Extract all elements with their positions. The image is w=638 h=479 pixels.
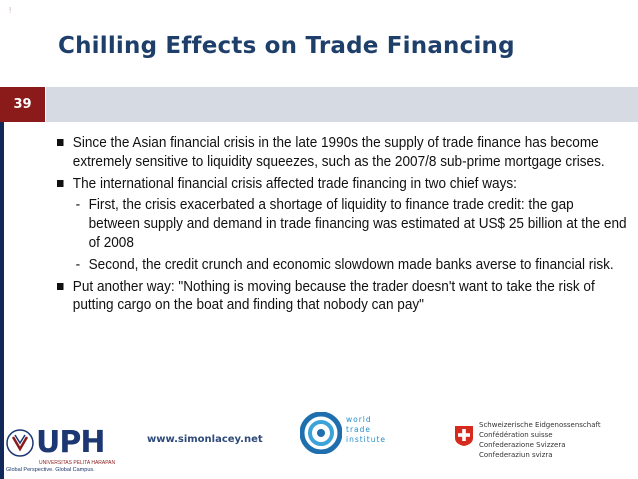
dash-marker: - xyxy=(75,197,81,214)
uph-subtitle: UNIVERSITAS PELITA HARAPAN xyxy=(39,460,116,466)
sub-bullet-item xyxy=(57,256,628,275)
square-bullet-icon xyxy=(57,180,64,187)
dash-marker: - xyxy=(75,256,81,273)
swiss-flag-icon xyxy=(454,425,474,447)
swiss-line: Schweizerische Eidgenossenschaft xyxy=(479,421,601,429)
sub-bullet-text: Second, the credit crunch and economic slowdown made banks averse to financial risk. xyxy=(88,256,614,273)
sub-bullet-text: First, the crisis exacerbated a shortage of liquidity to finance trade credit: the gap between supply and demand in trade financing was estimated at US$ 25 billion at the end of 2008 xyxy=(88,197,627,251)
bullet-item xyxy=(57,278,612,316)
left-rule xyxy=(0,122,4,479)
corner-mark: ! xyxy=(9,6,12,15)
wti-line: institute xyxy=(346,435,387,444)
sub-bullet-item xyxy=(57,196,628,252)
bullet-text: Since the Asian financial crisis in the late 1990s the supply of trade finance has become extremely sensitive to liquidity squeezes, such as the 2007/8 sub-prime mortgage crises. xyxy=(72,135,605,170)
bullet-list xyxy=(57,134,627,318)
slide-title: Chilling Effects on Trade Financing xyxy=(58,33,515,59)
bullet-text: The international financial crisis affected trade financing in two chief ways: xyxy=(72,175,517,192)
footer-url: www.simonlacey.net xyxy=(147,434,263,445)
wti-line: world xyxy=(346,415,372,424)
wti-line: trade xyxy=(346,425,371,434)
square-bullet-icon xyxy=(57,139,64,146)
swiss-line: Confédération suisse xyxy=(479,431,553,439)
swiss-line: Confederaziun svizra xyxy=(479,451,553,459)
uph-tagline: Global Perspective. Global Campus. xyxy=(6,467,95,473)
wti-logo-icon xyxy=(300,412,342,454)
square-bullet-icon xyxy=(57,283,64,290)
swiss-line: Confederazione Svizzera xyxy=(479,441,566,449)
uph-logo xyxy=(6,425,116,473)
header-bar xyxy=(46,87,638,122)
bullet-text: Put another way: "Nothing is moving because the trader doesn't want to take the risk of putting cargo on the boat and finding that nobody can pay" xyxy=(72,278,595,314)
bullet-item xyxy=(57,134,612,172)
uph-wordmark: UPH xyxy=(36,425,105,460)
slide-number: 39 xyxy=(0,87,45,122)
swiss-confederation-text xyxy=(479,420,601,460)
wti-wordmark xyxy=(346,415,386,445)
bullet-item xyxy=(57,175,612,194)
uph-emblem-icon xyxy=(6,429,34,457)
